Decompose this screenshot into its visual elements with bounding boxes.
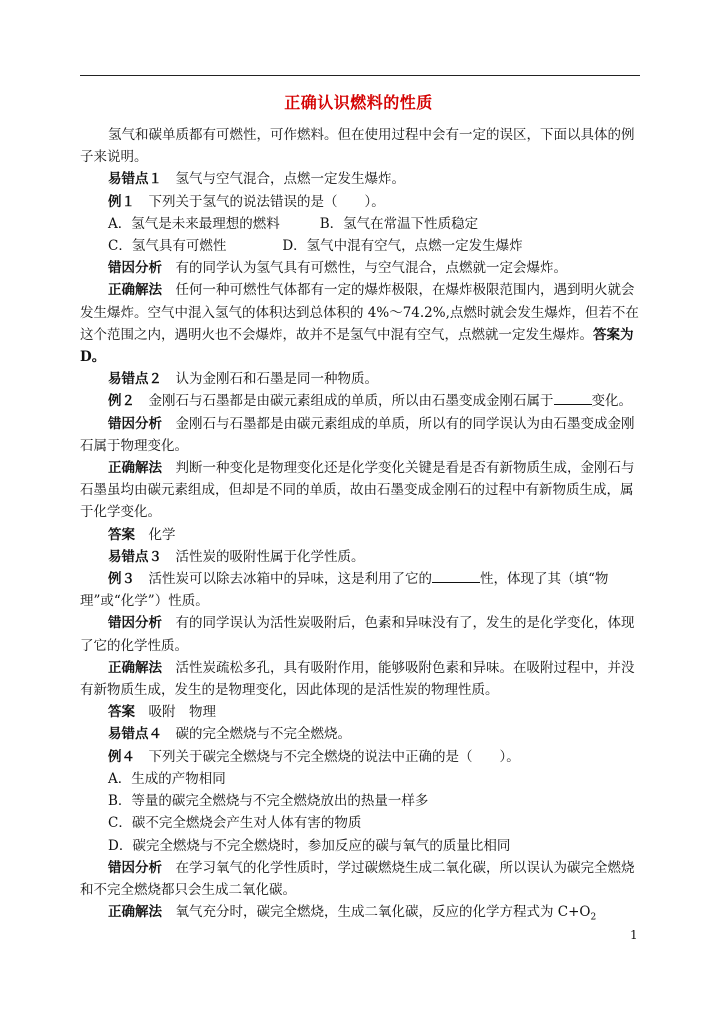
example-1-options-ab xyxy=(80,213,640,235)
error-point-1-text: 氢气与空气混合，点燃一定发生爆炸。 xyxy=(162,171,405,188)
error-point-2-label: 易错点２ xyxy=(108,371,162,388)
solution-1 xyxy=(80,279,640,368)
solution-4 xyxy=(80,901,640,929)
error-point-3-text: 活性炭的吸附性属于化学性质。 xyxy=(162,548,365,565)
page-title: 正确认识燃料的性质 xyxy=(284,93,433,112)
error-point-4-label: 易错点４ xyxy=(108,726,162,743)
error-point-2-text: 认为金刚石和石墨是同一种物质。 xyxy=(162,371,378,388)
answer-3-label: 答案 xyxy=(108,704,135,721)
example-3 xyxy=(80,568,640,612)
example-2 xyxy=(80,390,640,412)
answer-2-label: 答案 xyxy=(108,526,135,543)
intro-paragraph: 氢气和碳单质都有可燃性，可作燃料。但在使用过程中会有一定的误区，下面以具体的例子来说明。 xyxy=(80,127,635,166)
error-analysis-1-label: 错因分析 xyxy=(108,260,162,277)
error-point-1 xyxy=(80,168,640,190)
answer-2-text: 化学 xyxy=(135,526,176,543)
solution-2-text: 判断一种变化是物理变化还是化学变化关键是看是否有新物质生成，金刚石与石墨虽均由碳元素组成，但却是不同的单质，故由石墨变成金刚石的过程中有新物质生成，属于化学变化。 xyxy=(80,460,635,521)
example-3-label: 例３ xyxy=(108,571,135,588)
answer-3 xyxy=(80,701,640,723)
solution-4-text: 氧气充分时，碳完全燃烧，生成二氧化碳，反应的化学方程式为 C+O xyxy=(162,904,591,921)
error-point-4-text: 碳的完全燃烧与不完全燃烧。 xyxy=(162,726,351,743)
example-3-text-a: 活性炭可以除去冰箱中的异味，这是利用了它的 xyxy=(135,571,432,588)
error-analysis-4 xyxy=(80,857,640,901)
example-2-text-b: 变化。 xyxy=(591,393,632,410)
answer-blank xyxy=(554,390,592,405)
example-2-text-a: 金刚石与石墨都是由碳元素组成的单质，所以由石墨变成金刚石属于 xyxy=(135,393,554,410)
error-analysis-3-text: 有的同学误认为活性炭吸附后，色素和异味没有了，发生的是化学变化，体现了它的化学性质。 xyxy=(80,615,635,654)
error-point-3 xyxy=(80,546,640,568)
solution-3 xyxy=(80,657,640,701)
error-analysis-2-label: 错因分析 xyxy=(108,415,162,432)
error-analysis-1-text: 有的同学认为氢气具有可燃性，与空气混合，点燃就一定会爆炸。 xyxy=(162,260,567,277)
page-number: 1 xyxy=(630,928,638,942)
error-analysis-3 xyxy=(80,612,640,656)
solution-1-label: 正确解法 xyxy=(108,282,162,299)
example-4-text: 下列关于碳完全燃烧与不完全燃烧的说法中正确的是（ ）。 xyxy=(135,748,520,765)
answer-1: 答案为 D。 xyxy=(80,326,634,366)
error-analysis-3-label: 错因分析 xyxy=(108,615,162,632)
option-a: A．氢气是未来最理想的燃料 xyxy=(108,215,280,232)
error-analysis-2-text: 金刚石与石墨都是由碳元素组成的单质，所以有的同学误认为由石墨变成金刚石属于物理变化。 xyxy=(80,415,635,454)
error-analysis-1 xyxy=(80,257,640,279)
solution-2-label: 正确解法 xyxy=(108,460,162,477)
error-analysis-4-text: 在学习氧气的化学性质时，学过碳燃烧生成二氧化碳，所以误认为碳完全燃烧和不完全燃烧都只会生成二氧化碳。 xyxy=(80,859,635,898)
solution-3-text: 活性炭疏松多孔，具有吸附作用，能够吸附色素和异味。在吸附过程中，并没有新物质生成，发生的是物理变化，因此体现的是活性炭的物理性质。 xyxy=(80,659,635,699)
example-4 xyxy=(80,746,640,768)
answer-2 xyxy=(80,524,640,546)
example-1-label: 例１ xyxy=(108,193,135,210)
example-4-label: 例４ xyxy=(108,748,135,765)
option-b: B．氢气在常温下性质稳定 xyxy=(319,215,479,232)
error-point-2 xyxy=(80,368,640,390)
subscript-2: 2 xyxy=(590,912,597,923)
option-d: D．碳完全燃烧与不完全燃烧时，参加反应的碳与氧气的质量比相同 xyxy=(108,837,511,854)
error-analysis-4-label: 错因分析 xyxy=(108,859,162,876)
example-2-label: 例２ xyxy=(108,393,135,410)
solution-3-label: 正确解法 xyxy=(108,659,162,676)
document-body xyxy=(80,124,640,929)
option-c: C．氢气具有可燃性 xyxy=(108,238,227,255)
error-analysis-2 xyxy=(80,413,640,457)
header-rule xyxy=(80,75,640,76)
example-3-text-b: 性，体现了其（填“物理”或“化学”）性质。 xyxy=(80,571,609,610)
option-b: B．等量的碳完全燃烧与不完全燃烧放出的热量一样多 xyxy=(108,793,429,810)
answer-blank xyxy=(432,568,480,583)
example-1-options-cd xyxy=(80,235,640,257)
option-d: D．氢气中混有空气，点燃一定发生爆炸 xyxy=(282,238,523,255)
solution-2 xyxy=(80,457,640,524)
example-1 xyxy=(80,191,640,213)
option-a: A．生成的产物相同 xyxy=(108,770,226,787)
error-point-1-label: 易错点１ xyxy=(108,171,162,188)
example-1-text: 下列关于氢气的说法错误的是（ ）。 xyxy=(135,193,385,210)
solution-1-text: 任何一种可燃性气体都有一定的爆炸极限，在爆炸极限范围内，遇到明火就会发生爆炸。空气中混入氢气的体积达到总体积的 4%～74.2%,点燃时就会发生爆炸，但若不在这个范围之内，遇明火也不会爆炸，故并不是氢气中混有空气，点燃就一定发生爆炸。 xyxy=(80,282,639,343)
error-point-4 xyxy=(80,723,640,745)
solution-4-label: 正确解法 xyxy=(108,904,162,921)
error-point-3-label: 易错点３ xyxy=(108,548,162,565)
answer-3-text: 吸附 物理 xyxy=(135,704,216,721)
option-c: C．碳不完全燃烧会产生对人体有害的物质 xyxy=(108,815,362,832)
